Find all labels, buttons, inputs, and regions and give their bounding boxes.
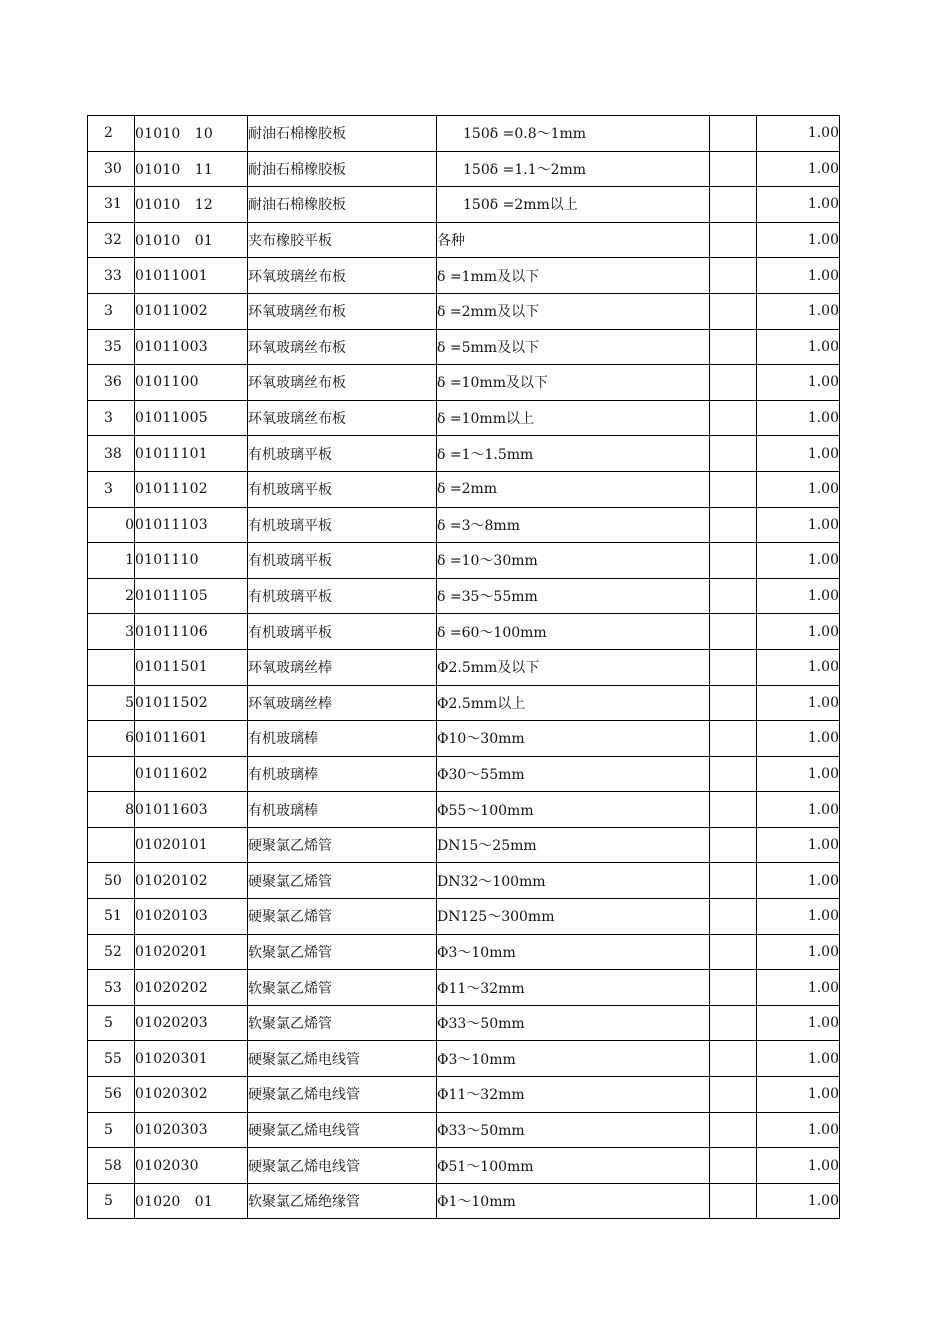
unit-cell: [710, 258, 757, 294]
spec-cell: Φ51～100mm: [437, 1148, 710, 1184]
spec-cell: DN32～100mm: [437, 863, 710, 899]
table-row: [88, 187, 840, 223]
value-cell: 1.00: [757, 756, 840, 792]
unit-cell: [710, 116, 757, 152]
value-cell: 1.00: [757, 578, 840, 614]
row-number-cell: 3: [88, 400, 135, 436]
item-name-cell: 软聚氯乙烯绝缘管: [248, 1183, 437, 1219]
item-name-cell: 硬聚氯乙烯电线管: [248, 1041, 437, 1077]
unit-cell: [710, 543, 757, 579]
table-row: [88, 400, 840, 436]
value-cell: 1.00: [757, 436, 840, 472]
table-row: [88, 1005, 840, 1041]
item-name-cell: 环氧玻璃丝布板: [248, 293, 437, 329]
table-row: [88, 649, 840, 685]
value-cell: 1.00: [757, 827, 840, 863]
row-number-cell: 5: [88, 685, 135, 721]
table-row: [88, 222, 840, 258]
row-number-cell: 38: [88, 436, 135, 472]
row-number-cell: 50: [88, 863, 135, 899]
item-name-cell: 有机玻璃平板: [248, 471, 437, 507]
spec-cell: 各种: [437, 222, 710, 258]
row-number-cell: [88, 756, 135, 792]
value-cell: 1.00: [757, 329, 840, 365]
spec-cell: Φ2.5mm以上: [437, 685, 710, 721]
unit-cell: [710, 436, 757, 472]
table-row: [88, 970, 840, 1006]
unit-cell: [710, 1112, 757, 1148]
value-cell: 1.00: [757, 116, 840, 152]
table-row: [88, 792, 840, 828]
table-row: [88, 293, 840, 329]
row-number-cell: 3: [88, 614, 135, 650]
spec-cell: δ =10mm及以下: [437, 365, 710, 401]
table-row: [88, 1112, 840, 1148]
spec-cell: δ =1～1.5mm: [437, 436, 710, 472]
item-code-cell: 01020201: [135, 934, 248, 970]
table-row: [88, 365, 840, 401]
value-cell: 1.00: [757, 899, 840, 935]
value-cell: 1.00: [757, 365, 840, 401]
item-name-cell: 耐油石棉橡胶板: [248, 151, 437, 187]
unit-cell: [710, 1005, 757, 1041]
item-code-cell: 0101100: [135, 365, 248, 401]
table-row: [88, 756, 840, 792]
row-number-cell: 58: [88, 1148, 135, 1184]
unit-cell: [710, 365, 757, 401]
unit-cell: [710, 471, 757, 507]
table-row: [88, 258, 840, 294]
unit-cell: [710, 187, 757, 223]
row-number-cell: 36: [88, 365, 135, 401]
row-number-cell: 3: [88, 471, 135, 507]
value-cell: 1.00: [757, 543, 840, 579]
item-code-cell: 01011003: [135, 329, 248, 365]
table-row: [88, 1041, 840, 1077]
item-name-cell: 有机玻璃平板: [248, 436, 437, 472]
item-name-cell: 环氧玻璃丝布板: [248, 329, 437, 365]
item-code-cell: 01010 12: [135, 187, 248, 223]
value-cell: 1.00: [757, 1005, 840, 1041]
unit-cell: [710, 827, 757, 863]
table-row: [88, 899, 840, 935]
spec-cell: δ =1mm及以下: [437, 258, 710, 294]
unit-cell: [710, 222, 757, 258]
item-name-cell: 环氧玻璃丝布板: [248, 365, 437, 401]
item-code-cell: 01011106: [135, 614, 248, 650]
unit-cell: [710, 685, 757, 721]
value-cell: 1.00: [757, 970, 840, 1006]
unit-cell: [710, 1148, 757, 1184]
item-code-cell: 01011602: [135, 756, 248, 792]
unit-cell: [710, 293, 757, 329]
row-number-cell: 33: [88, 258, 135, 294]
row-number-cell: [88, 827, 135, 863]
value-cell: 1.00: [757, 614, 840, 650]
item-name-cell: 耐油石棉橡胶板: [248, 116, 437, 152]
spec-cell: Φ55～100mm: [437, 792, 710, 828]
unit-cell: [710, 899, 757, 935]
row-number-cell: 0: [88, 507, 135, 543]
item-code-cell: 01011501: [135, 649, 248, 685]
item-name-cell: 有机玻璃平板: [248, 614, 437, 650]
table-row: [88, 721, 840, 757]
item-name-cell: 有机玻璃平板: [248, 578, 437, 614]
value-cell: 1.00: [757, 792, 840, 828]
unit-cell: [710, 329, 757, 365]
item-name-cell: 硬聚氯乙烯电线管: [248, 1148, 437, 1184]
item-name-cell: 有机玻璃平板: [248, 507, 437, 543]
item-name-cell: 耐油石棉橡胶板: [248, 187, 437, 223]
item-code-cell: 01011005: [135, 400, 248, 436]
value-cell: 1.00: [757, 649, 840, 685]
item-name-cell: 有机玻璃棒: [248, 792, 437, 828]
row-number-cell: 52: [88, 934, 135, 970]
value-cell: 1.00: [757, 1112, 840, 1148]
item-code-cell: 01011601: [135, 721, 248, 757]
value-cell: 1.00: [757, 400, 840, 436]
item-code-cell: 01020102: [135, 863, 248, 899]
item-code-cell: 01011502: [135, 685, 248, 721]
spec-cell: 150δ =1.1～2mm: [437, 151, 710, 187]
item-code-cell: 01011102: [135, 471, 248, 507]
spec-cell: δ =10～30mm: [437, 543, 710, 579]
spec-cell: Φ1～10mm: [437, 1183, 710, 1219]
unit-cell: [710, 756, 757, 792]
item-name-cell: 有机玻璃棒: [248, 721, 437, 757]
value-cell: 1.00: [757, 293, 840, 329]
spec-cell: δ =10mm以上: [437, 400, 710, 436]
spec-cell: δ =5mm及以下: [437, 329, 710, 365]
table-row: [88, 436, 840, 472]
table-row: [88, 329, 840, 365]
item-code-cell: 0102030: [135, 1148, 248, 1184]
row-number-cell: 6: [88, 721, 135, 757]
spec-cell: Φ3～10mm: [437, 934, 710, 970]
item-code-cell: 01020203: [135, 1005, 248, 1041]
table-row: [88, 614, 840, 650]
unit-cell: [710, 614, 757, 650]
table-row: [88, 685, 840, 721]
item-name-cell: 夹布橡胶平板: [248, 222, 437, 258]
row-number-cell: 31: [88, 187, 135, 223]
unit-cell: [710, 507, 757, 543]
row-number-cell: 30: [88, 151, 135, 187]
table-row: [88, 827, 840, 863]
item-code-cell: 01011105: [135, 578, 248, 614]
item-code-cell: 01020303: [135, 1112, 248, 1148]
unit-cell: [710, 792, 757, 828]
value-cell: 1.00: [757, 187, 840, 223]
material-table-body: [88, 116, 840, 1219]
row-number-cell: 8: [88, 792, 135, 828]
value-cell: 1.00: [757, 258, 840, 294]
row-number-cell: 56: [88, 1077, 135, 1113]
item-name-cell: 硬聚氯乙烯电线管: [248, 1112, 437, 1148]
unit-cell: [710, 1183, 757, 1219]
item-code-cell: 01010 10: [135, 116, 248, 152]
item-code-cell: 01011101: [135, 436, 248, 472]
table-row: [88, 934, 840, 970]
table-row: [88, 863, 840, 899]
table-row: [88, 116, 840, 152]
row-number-cell: 5: [88, 1183, 135, 1219]
table-row: [88, 507, 840, 543]
item-code-cell: 01020101: [135, 827, 248, 863]
item-name-cell: 环氧玻璃丝布板: [248, 400, 437, 436]
item-code-cell: 01020301: [135, 1041, 248, 1077]
spec-cell: Φ11～32mm: [437, 1077, 710, 1113]
unit-cell: [710, 1041, 757, 1077]
item-name-cell: 环氧玻璃丝棒: [248, 685, 437, 721]
table-row: [88, 543, 840, 579]
item-code-cell: 01011603: [135, 792, 248, 828]
item-code-cell: 01011002: [135, 293, 248, 329]
unit-cell: [710, 1077, 757, 1113]
spec-cell: Φ3～10mm: [437, 1041, 710, 1077]
spec-cell: 150δ =0.8～1mm: [437, 116, 710, 152]
row-number-cell: 2: [88, 578, 135, 614]
spec-cell: Φ2.5mm及以下: [437, 649, 710, 685]
item-code-cell: 01020 01: [135, 1183, 248, 1219]
item-code-cell: 01011001: [135, 258, 248, 294]
item-name-cell: 有机玻璃平板: [248, 543, 437, 579]
spec-cell: Φ33～50mm: [437, 1005, 710, 1041]
spec-cell: Φ10～30mm: [437, 721, 710, 757]
value-cell: 1.00: [757, 1041, 840, 1077]
unit-cell: [710, 934, 757, 970]
row-number-cell: 3: [88, 293, 135, 329]
unit-cell: [710, 970, 757, 1006]
row-number-cell: 5: [88, 1005, 135, 1041]
spec-cell: DN125～300mm: [437, 899, 710, 935]
table-row: [88, 1148, 840, 1184]
unit-cell: [710, 649, 757, 685]
row-number-cell: 53: [88, 970, 135, 1006]
row-number-cell: 5: [88, 1112, 135, 1148]
unit-cell: [710, 578, 757, 614]
table-row: [88, 578, 840, 614]
value-cell: 1.00: [757, 222, 840, 258]
unit-cell: [710, 400, 757, 436]
value-cell: 1.00: [757, 1183, 840, 1219]
value-cell: 1.00: [757, 1148, 840, 1184]
item-code-cell: 01020302: [135, 1077, 248, 1113]
spec-cell: δ =2mm及以下: [437, 293, 710, 329]
spec-cell: Φ30～55mm: [437, 756, 710, 792]
value-cell: 1.00: [757, 1077, 840, 1113]
unit-cell: [710, 151, 757, 187]
row-number-cell: 55: [88, 1041, 135, 1077]
item-code-cell: 0101110: [135, 543, 248, 579]
value-cell: 1.00: [757, 471, 840, 507]
item-code-cell: 01010 01: [135, 222, 248, 258]
item-name-cell: 硬聚氯乙烯管: [248, 827, 437, 863]
unit-cell: [710, 863, 757, 899]
row-number-cell: 51: [88, 899, 135, 935]
row-number-cell: 2: [88, 116, 135, 152]
item-code-cell: 01011103: [135, 507, 248, 543]
row-number-cell: 1: [88, 543, 135, 579]
item-name-cell: 硬聚氯乙烯管: [248, 863, 437, 899]
material-table: [87, 115, 840, 1219]
spec-cell: Φ33～50mm: [437, 1112, 710, 1148]
value-cell: 1.00: [757, 507, 840, 543]
item-name-cell: 软聚氯乙烯管: [248, 1005, 437, 1041]
item-name-cell: 软聚氯乙烯管: [248, 934, 437, 970]
unit-cell: [710, 721, 757, 757]
spec-cell: δ =60～100mm: [437, 614, 710, 650]
spec-cell: 150δ =2mm以上: [437, 187, 710, 223]
table-row: [88, 1077, 840, 1113]
value-cell: 1.00: [757, 151, 840, 187]
item-name-cell: 硬聚氯乙烯管: [248, 899, 437, 935]
spec-cell: DN15～25mm: [437, 827, 710, 863]
row-number-cell: [88, 649, 135, 685]
spec-cell: δ =2mm: [437, 471, 710, 507]
item-code-cell: 01020202: [135, 970, 248, 1006]
table-row: [88, 151, 840, 187]
item-name-cell: 有机玻璃棒: [248, 756, 437, 792]
spec-cell: δ =35～55mm: [437, 578, 710, 614]
table-row: [88, 1183, 840, 1219]
item-code-cell: 01010 11: [135, 151, 248, 187]
item-code-cell: 01020103: [135, 899, 248, 935]
row-number-cell: 32: [88, 222, 135, 258]
value-cell: 1.00: [757, 934, 840, 970]
row-number-cell: 35: [88, 329, 135, 365]
item-name-cell: 环氧玻璃丝棒: [248, 649, 437, 685]
item-name-cell: 环氧玻璃丝布板: [248, 258, 437, 294]
value-cell: 1.00: [757, 685, 840, 721]
value-cell: 1.00: [757, 863, 840, 899]
table-row: [88, 471, 840, 507]
value-cell: 1.00: [757, 721, 840, 757]
item-name-cell: 软聚氯乙烯管: [248, 970, 437, 1006]
spec-cell: δ =3～8mm: [437, 507, 710, 543]
spec-cell: Φ11～32mm: [437, 970, 710, 1006]
item-name-cell: 硬聚氯乙烯电线管: [248, 1077, 437, 1113]
